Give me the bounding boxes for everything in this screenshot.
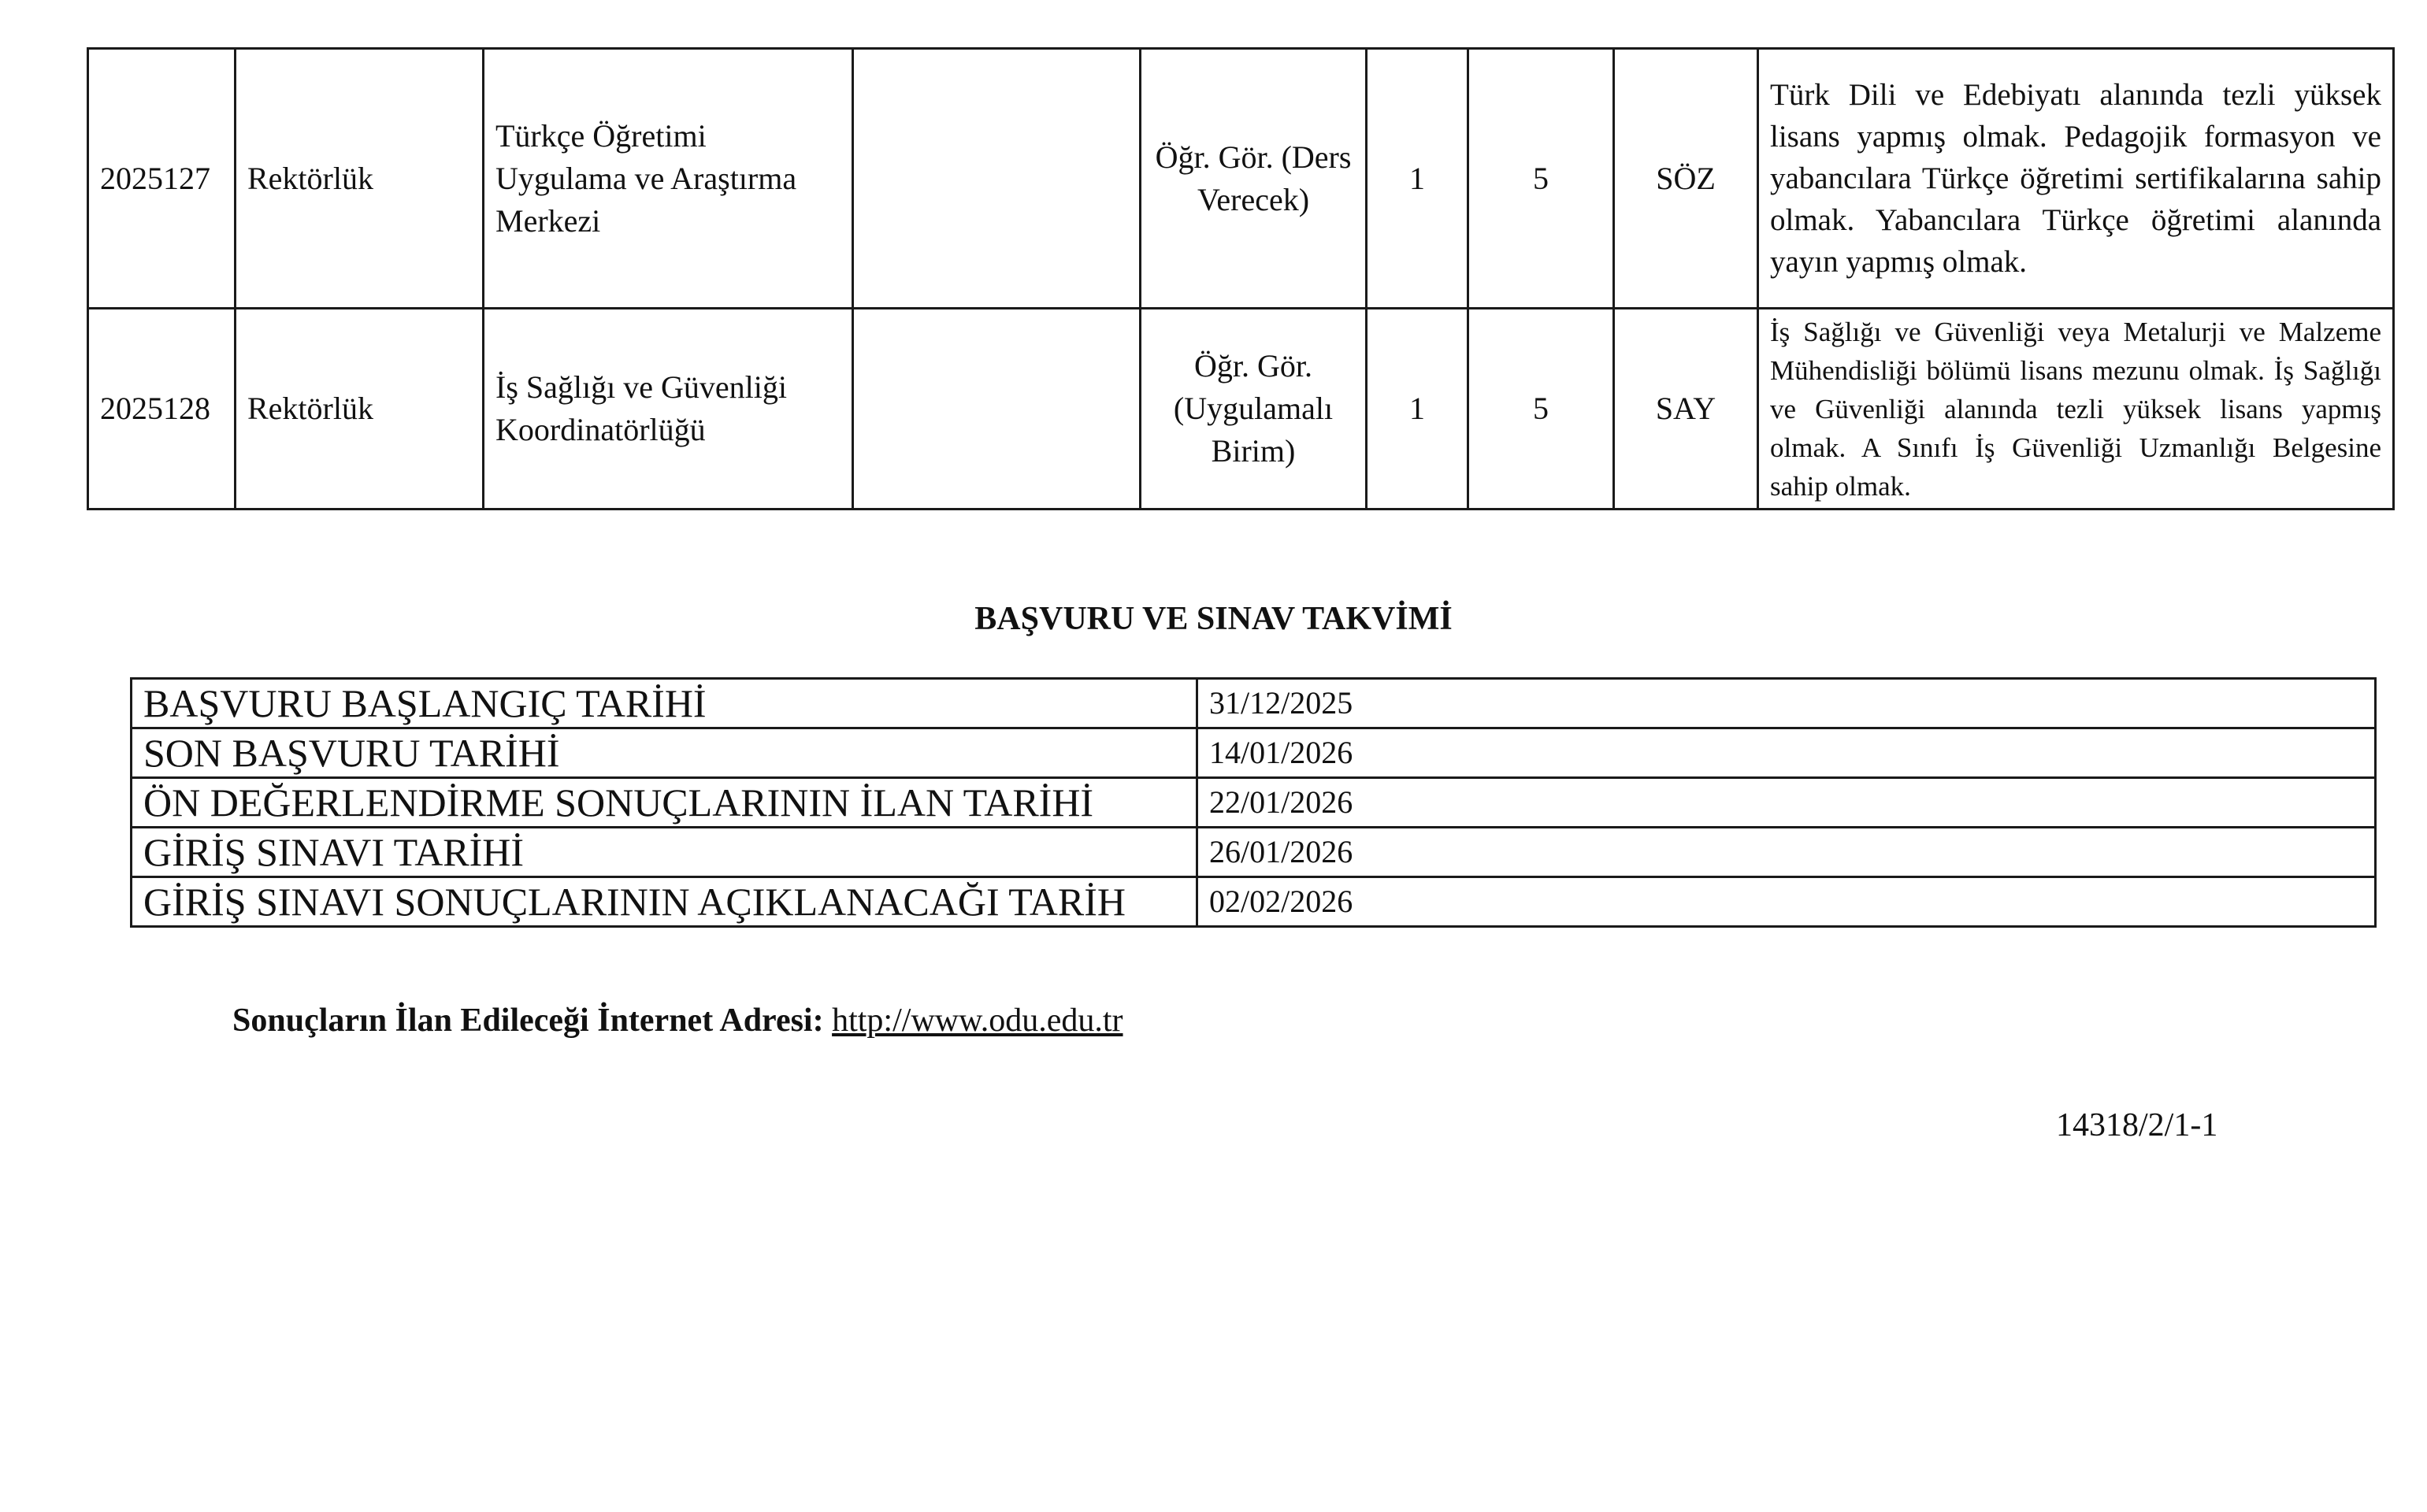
table-row <box>132 828 2376 877</box>
results-address <box>232 1002 1123 1040</box>
position-score: 5 <box>1468 49 1614 309</box>
calendar-date: 02/02/2026 <box>1197 877 2376 927</box>
table-row <box>132 877 2376 927</box>
position-score-type: SAY <box>1614 309 1758 510</box>
position-title: Öğr. Gör. (Uygulamalı Birim) <box>1141 309 1367 510</box>
position-title: Öğr. Gör. (Ders Verecek) <box>1141 49 1367 309</box>
calendar-date: 22/01/2026 <box>1197 778 2376 828</box>
position-score-type: SÖZ <box>1614 49 1758 309</box>
position-requirements: Türk Dili ve Edebiyatı alanında tezli yüksek lisans yapmış olmak. Pedagojik formasyon ve yabancılara Türkçe öğretimi sertifikalarına sahip olmak. Yabancılara Türkçe öğretimi alanında yayın yapmış olmak. <box>1758 49 2394 309</box>
position-unit: Rektörlük <box>236 49 484 309</box>
results-label: Sonuçların İlan Edileceği İnternet Adresi: <box>232 1002 824 1039</box>
calendar-label: SON BAŞVURU TARİHİ <box>132 728 1197 778</box>
calendar-date: 31/12/2025 <box>1197 679 2376 728</box>
calendar-heading: BAŞVURU VE SINAV TAKVİMİ <box>974 601 1453 637</box>
position-department: İş Sağlığı ve Güvenliği Koordinatörlüğü <box>484 309 853 510</box>
calendar-table <box>130 677 2377 928</box>
calendar-date: 26/01/2026 <box>1197 828 2376 877</box>
positions-table <box>87 47 2395 510</box>
table-row <box>132 728 2376 778</box>
document-reference: 14318/2/1-1 <box>2056 1107 2218 1143</box>
position-score: 5 <box>1468 309 1614 510</box>
position-unit: Rektörlük <box>236 309 484 510</box>
table-row <box>88 309 2394 510</box>
position-code: 2025127 <box>88 49 236 309</box>
position-department: Türkçe Öğretimi Uygulama ve Araştırma Merkezi <box>484 49 853 309</box>
calendar-label: ÖN DEĞERLENDİRME SONUÇLARININ İLAN TARİHİ <box>132 778 1197 828</box>
table-row <box>88 49 2394 309</box>
position-count: 1 <box>1367 309 1468 510</box>
calendar-label: GİRİŞ SINAVI TARİHİ <box>132 828 1197 877</box>
position-count: 1 <box>1367 49 1468 309</box>
table-row <box>132 778 2376 828</box>
results-link[interactable]: http://www.odu.edu.tr <box>832 1002 1123 1039</box>
position-field <box>853 309 1141 510</box>
position-code: 2025128 <box>88 309 236 510</box>
calendar-label: BAŞVURU BAŞLANGIÇ TARİHİ <box>132 679 1197 728</box>
calendar-label: GİRİŞ SINAVI SONUÇLARININ AÇIKLANACAĞI TARİH <box>132 877 1197 927</box>
position-field <box>853 49 1141 309</box>
calendar-date: 14/01/2026 <box>1197 728 2376 778</box>
table-row <box>132 679 2376 728</box>
position-requirements: İş Sağlığı ve Güvenliği veya Metalurji ve Malzeme Mühendisliği bölümü lisans mezunu olmak. İş Sağlığı ve Güvenliği alanında tezli yüksek lisans yapmış olmak. A Sınıfı İş Güvenliği Uzmanlığı Belgesine sahip olmak. <box>1758 309 2394 510</box>
